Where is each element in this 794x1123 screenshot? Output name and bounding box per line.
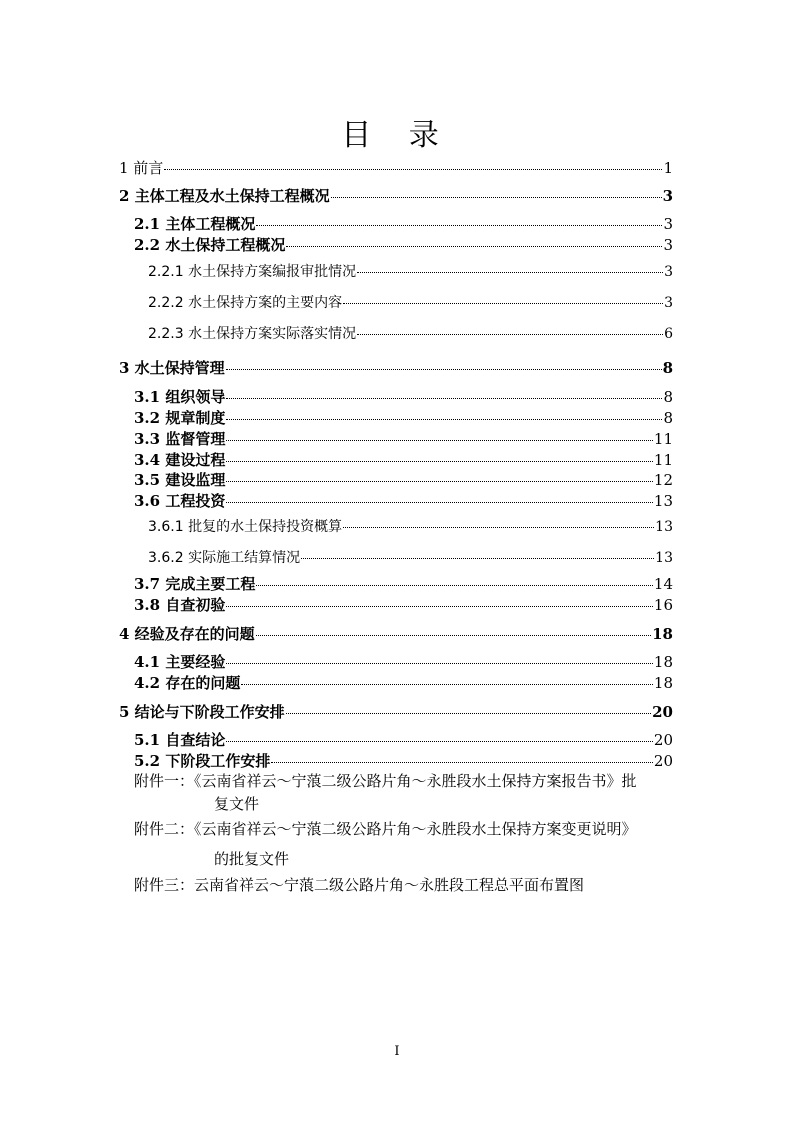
toc-page: 16 (653, 596, 673, 614)
toc-label: 3.2 规章制度 (134, 409, 226, 427)
toc-page: 13 (655, 550, 673, 566)
toc-page: 18 (653, 674, 673, 692)
toc-page: 1 (663, 159, 673, 177)
attachment-2-line-2: 的批复文件 (214, 850, 290, 868)
toc-page: 3 (663, 236, 673, 254)
toc-leader (343, 513, 654, 528)
toc-label: 3.6.2 实际施工结算情况 (148, 550, 301, 566)
toc-leader (241, 669, 653, 685)
attachment-1-line-2: 复文件 (214, 795, 260, 813)
toc-leader (256, 210, 662, 226)
toc-label: 3.7 完成主要工程 (134, 575, 256, 593)
page-title: 目 录 (341, 118, 453, 153)
toc-page: 13 (653, 492, 673, 510)
toc-page: 20 (653, 731, 673, 749)
toc-label: 5 结论与下阶段工作安排 (119, 703, 285, 721)
toc-page: 18 (652, 625, 673, 643)
toc-label: 4 经验及存在的问题 (119, 625, 255, 643)
toc-page: 14 (653, 575, 673, 593)
toc-entry[interactable] (134, 490, 673, 511)
toc-leader (256, 570, 653, 586)
toc-leader (226, 446, 653, 462)
toc-page: 20 (652, 703, 673, 721)
toc-leader (357, 320, 663, 335)
page-number: I (394, 1044, 400, 1059)
toc-label: 3.3 监督管理 (134, 430, 226, 448)
toc-label: 3.1 组织领导 (134, 388, 226, 406)
toc-leader (331, 182, 662, 198)
toc-label: 2.1 主体工程概况 (134, 215, 256, 233)
toc-label: 3.6 工程投资 (134, 492, 226, 510)
toc-label: 3 水土保持管理 (119, 359, 225, 377)
toc-entry[interactable] (148, 516, 673, 536)
toc-page: 18 (653, 653, 673, 671)
toc-entry[interactable] (148, 261, 673, 281)
attachment-2-line-1: 附件二：《云南省祥云～宁蒗二级公路片角～永胜段水土保持方案变更说明》 (134, 820, 637, 838)
toc-leader (286, 231, 662, 247)
toc-leader (226, 404, 662, 420)
toc-leader (271, 747, 653, 763)
toc-leader (226, 425, 653, 441)
toc-leader (164, 154, 662, 170)
toc-label: 3.5 建设监理 (134, 471, 226, 489)
attachment-3-line-1: 附件三：云南省祥云～宁蒗二级公路片角～永胜段工程总平面布置图 (134, 876, 585, 894)
toc-leader (226, 354, 662, 370)
toc-leader (301, 544, 654, 559)
toc-entry[interactable] (134, 672, 673, 693)
toc-leader (343, 289, 663, 304)
toc-page: 13 (655, 519, 673, 535)
toc-page: 3 (664, 264, 673, 280)
toc-page: 3 (662, 187, 673, 205)
toc-entry[interactable] (134, 234, 673, 255)
toc-label: 2 主体工程及水土保持工程概况 (119, 187, 330, 205)
toc-leader (286, 698, 651, 714)
toc-entry[interactable] (119, 185, 673, 206)
toc-entry[interactable] (148, 323, 673, 343)
toc-leader (226, 726, 653, 742)
toc-page: 11 (653, 430, 673, 448)
toc-page: 6 (664, 326, 673, 342)
toc-leader (256, 620, 651, 636)
toc-label: 1 前言 (119, 159, 164, 177)
toc-leader (226, 591, 653, 607)
toc-leader (226, 648, 653, 664)
toc-label: 2.2 水土保持工程概况 (134, 236, 286, 254)
toc-label: 5.1 自查结论 (134, 731, 226, 749)
toc-page: 12 (653, 471, 673, 489)
toc-label: 3.6.1 批复的水土保持投资概算 (148, 519, 343, 535)
toc-leader (226, 383, 662, 399)
attachment-1-line-1: 附件一：《云南省祥云～宁蒗二级公路片角～永胜段水土保持方案报告书》批 (134, 772, 637, 790)
toc-entry[interactable] (119, 701, 673, 722)
toc-leader (226, 466, 653, 482)
toc-label: 5.2 下阶段工作安排 (134, 752, 271, 770)
toc-entry[interactable] (134, 750, 673, 771)
toc-label: 4.1 主要经验 (134, 653, 226, 671)
toc-page: 8 (663, 388, 673, 406)
toc-page: 3 (663, 215, 673, 233)
toc-label: 2.2.1 水土保持方案编报审批情况 (148, 264, 357, 280)
toc-label: 3.8 自查初验 (134, 596, 226, 614)
toc-page: 20 (653, 752, 673, 770)
toc-entry[interactable] (134, 594, 673, 615)
toc-page: 3 (664, 295, 673, 311)
toc-page: 8 (662, 359, 673, 377)
toc-label: 2.2.2 水土保持方案的主要内容 (148, 295, 343, 311)
toc-entry[interactable] (119, 623, 673, 644)
toc-page: 11 (653, 451, 673, 469)
toc-entry[interactable] (119, 157, 673, 178)
toc-entry[interactable] (148, 292, 673, 312)
toc-label: 2.2.3 水土保持方案实际落实情况 (148, 326, 357, 342)
toc-label: 4.2 存在的问题 (134, 674, 241, 692)
toc-entry[interactable] (148, 547, 673, 567)
toc-leader (226, 487, 653, 503)
toc-label: 3.4 建设过程 (134, 451, 226, 469)
toc-page: 8 (663, 409, 673, 427)
toc-entry[interactable] (119, 357, 673, 378)
toc-leader (357, 258, 663, 273)
